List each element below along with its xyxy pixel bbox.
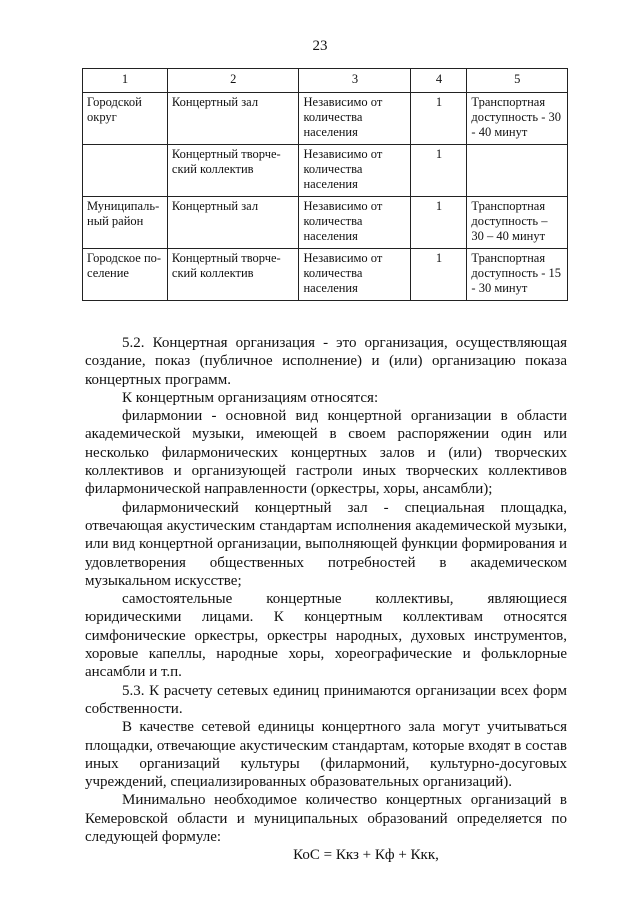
paragraph-collectives: самостоятельные концертные коллективы, являющиеся юридическими лицами. К концертным коллективам относятся симфонические оркестры, оркестры народных, духовых инструментов, хоровые капеллы, народные хоры, хореографические и фольклорные ансамбли и т.п. [85,591,567,681]
table-cell: Независимо от количества населения [299,249,411,301]
body-text [85,334,567,865]
table-cell: Концертный творче-ский коллектив [167,145,299,197]
table-row [83,197,568,249]
paragraph-philharmonic: филармонии - основной вид концертной организации в области академической музыки, имеющей в своем распоряжении один или несколько филармонических концертных залов и (или) творческих коллективов и организующей гастроли иных творческих коллективов филармонической направленности (оркестры, хоры, ансамбли); [85,408,567,498]
table-cell: Городской округ [83,93,168,145]
table-row [83,93,568,145]
table-cell: Муниципаль-ный район [83,197,168,249]
table-cell: Независимо от количества населения [299,197,411,249]
table-cell: Городское по-селение [83,249,168,301]
table-cell: Транспортная доступность - 30 - 40 минут [467,93,568,145]
table-cell: Транспортная доступность - 15 - 30 минут [467,249,568,301]
table-cell: Независимо от количества населения [299,145,411,197]
table-header-cell: 5 [467,69,568,93]
table-header-cell: 4 [411,69,467,93]
table-header-row [83,69,568,93]
table-cell: Концертный зал [167,197,299,249]
table-cell: 1 [411,145,467,197]
table-header-cell: 3 [299,69,411,93]
table-cell: Концертный зал [167,93,299,145]
table-cell: 1 [411,249,467,301]
paragraph-network-unit: В качестве сетевой единицы концертного зала могут учитываться площадки, отвечающие акустическим стандартам, которые входят в состав иных организаций культуры (филармоний, культурно-досуговых учреждений, специализированных образовательных организаций). [85,719,567,791]
table-cell: 1 [411,197,467,249]
paragraph-concert-hall: филармонический концертный зал - специальная площадка, отвечающая акустическим стандартам исполнения академической музыки, или вид концертной организации, выполняющей функции формирования и удовлетворения общественных потребностей в академическом музыкальном искусстве; [85,499,567,589]
table-cell: Транспортная доступность – 30 – 40 минут [467,197,568,249]
paragraph-ownership: 5.3. К расчету сетевых единиц принимаются организации всех форм собственности. [85,682,567,717]
paragraph-concert-organization: 5.2. Концертная организация - это организация, осуществляющая создание, показ (публичное исполнение) и (или) организацию показа концертных программ. [85,335,567,388]
table-row [83,249,568,301]
table-cell [467,145,568,197]
formula: КоС = Ккз + Кф + Ккк, [293,847,439,864]
table-cell: Независимо от количества населения [299,93,411,145]
table-header-cell: 2 [167,69,299,93]
norms-table [82,68,568,301]
paragraph-list-intro: К концертным организациям относятся: [122,389,379,406]
table-cell: 1 [411,93,467,145]
paragraph-formula-intro: Минимально необходимое количество концертных организаций в Кемеровской области и муниципальных образований определяется по следующей формуле: [85,792,567,846]
page-number: 23 [312,38,328,54]
table-cell [83,145,168,197]
table-cell: Концертный творче-ский коллектив [167,249,299,301]
table-header-cell: 1 [83,69,168,93]
table-row [83,145,568,197]
